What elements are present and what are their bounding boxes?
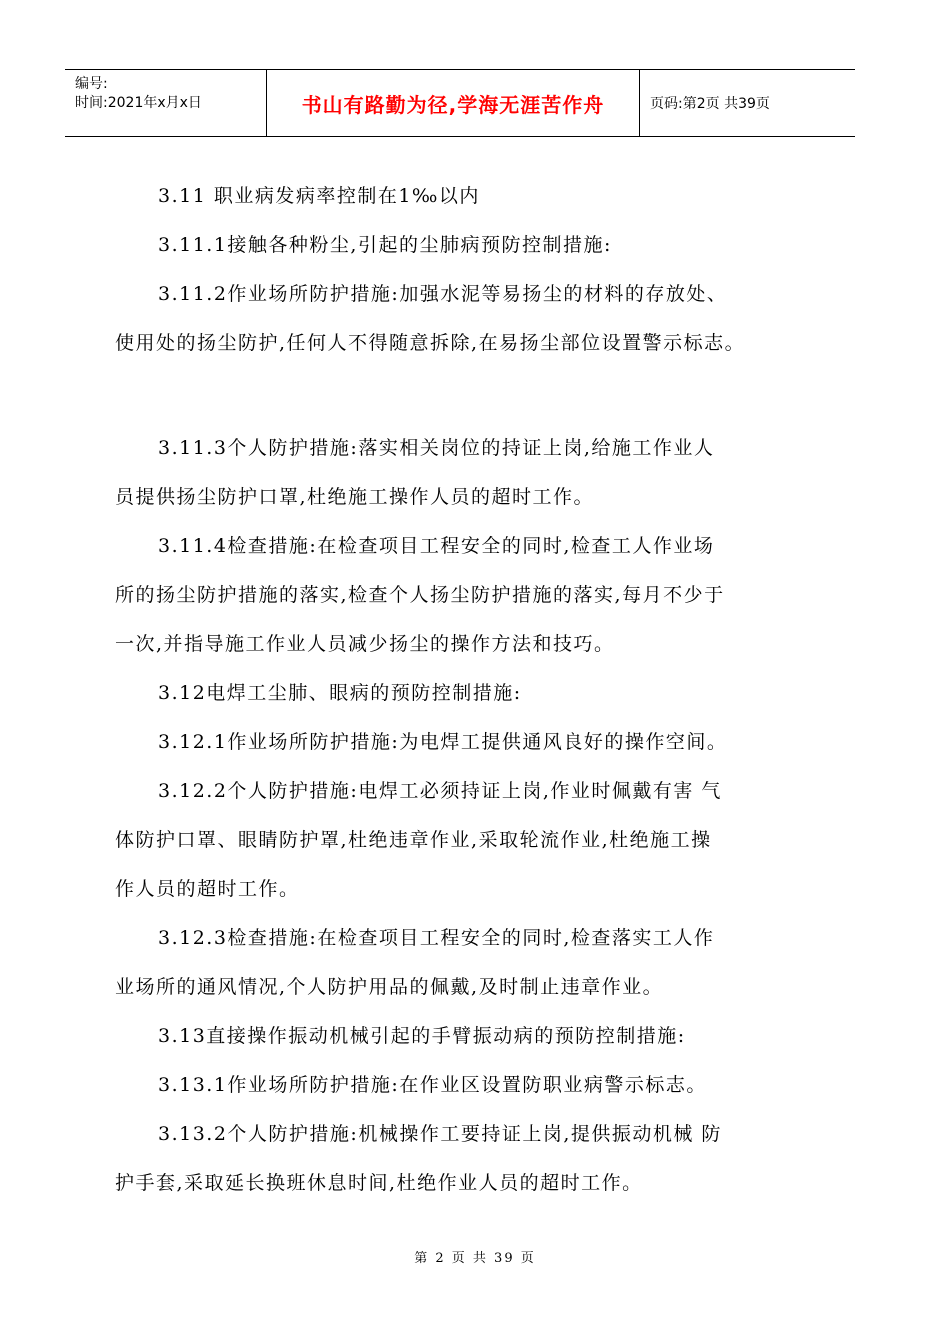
page-header [65,69,855,137]
document-body [115,172,815,1208]
paragraph-line: 3.13.1作业场所防护措施:在作业区设置防职业病警示标志。 [158,1074,707,1096]
paragraph-line: 一次,并指导施工作业人员减少扬尘的操作方法和技巧。 [115,633,615,655]
paragraph-line: 3.12.3检查措施:在检查项目工程安全的同时,检查落实工人作 [158,927,715,949]
header-page-info: 页码:第2页 共39页 [650,96,770,112]
paragraph-line: 3.11.2作业场所防护措施:加强水泥等易扬尘的材料的存放处、 [158,283,728,305]
document-time-label: 时间:2021年x月x日 [75,95,202,111]
header-page-cell [640,70,855,136]
paragraph-line: 护手套,采取延长换班休息时间,杜绝作业人员的超时工作。 [115,1172,643,1194]
header-motto-cell [267,70,640,136]
header-meta-cell [65,70,267,136]
paragraph-line: 3.12.1作业场所防护措施:为电焊工提供通风良好的操作空间。 [158,731,728,753]
paragraph-line: 3.13直接操作振动机械引起的手臂振动病的预防控制措施: [158,1025,686,1047]
paragraph-line: 业场所的通风情况,个人防护用品的佩戴,及时制止违章作业。 [115,976,664,998]
paragraph-line: 3.13.2个人防护措施:机械操作工要持证上岗,提供振动机械 防 [158,1123,722,1145]
paragraph-line: 3.11 职业病发病率控制在1‰以内 [158,185,480,207]
paragraph-line: 使用处的扬尘防护,任何人不得随意拆除,在易扬尘部位设置警示标志。 [115,332,746,354]
paragraph-line: 员提供扬尘防护口罩,杜绝施工操作人员的超时工作。 [115,486,595,508]
header-motto: 书山有路勤为径,学海无涯苦作舟 [301,92,605,117]
paragraph-line: 所的扬尘防护措施的落实,检查个人扬尘防护措施的落实,每月不少于 [115,584,725,606]
paragraph-line: 3.12电焊工尘肺、眼病的预防控制措施: [158,682,522,704]
paragraph-gap [115,368,815,424]
document-number-label: 编号: [75,76,108,92]
paragraph-line: 体防护口罩、眼睛防护罩,杜绝违章作业,采取轮流作业,杜绝施工操 [115,829,712,851]
paragraph-line: 3.12.2个人防护措施:电焊工必须持证上岗,作业时佩戴有害 气 [158,780,722,802]
paragraph-line: 3.11.3个人防护措施:落实相关岗位的持证上岗,给施工作业人 [158,437,715,459]
paragraph-line: 3.11.4检查措施:在检查项目工程安全的同时,检查工人作业场 [158,535,715,557]
page-footer: 第 2 页 共 39 页 [414,1251,536,1266]
paragraph-line: 3.11.1接触各种粉尘,引起的尘肺病预防控制措施: [158,234,612,256]
paragraph-line: 作人员的超时工作。 [115,878,300,900]
